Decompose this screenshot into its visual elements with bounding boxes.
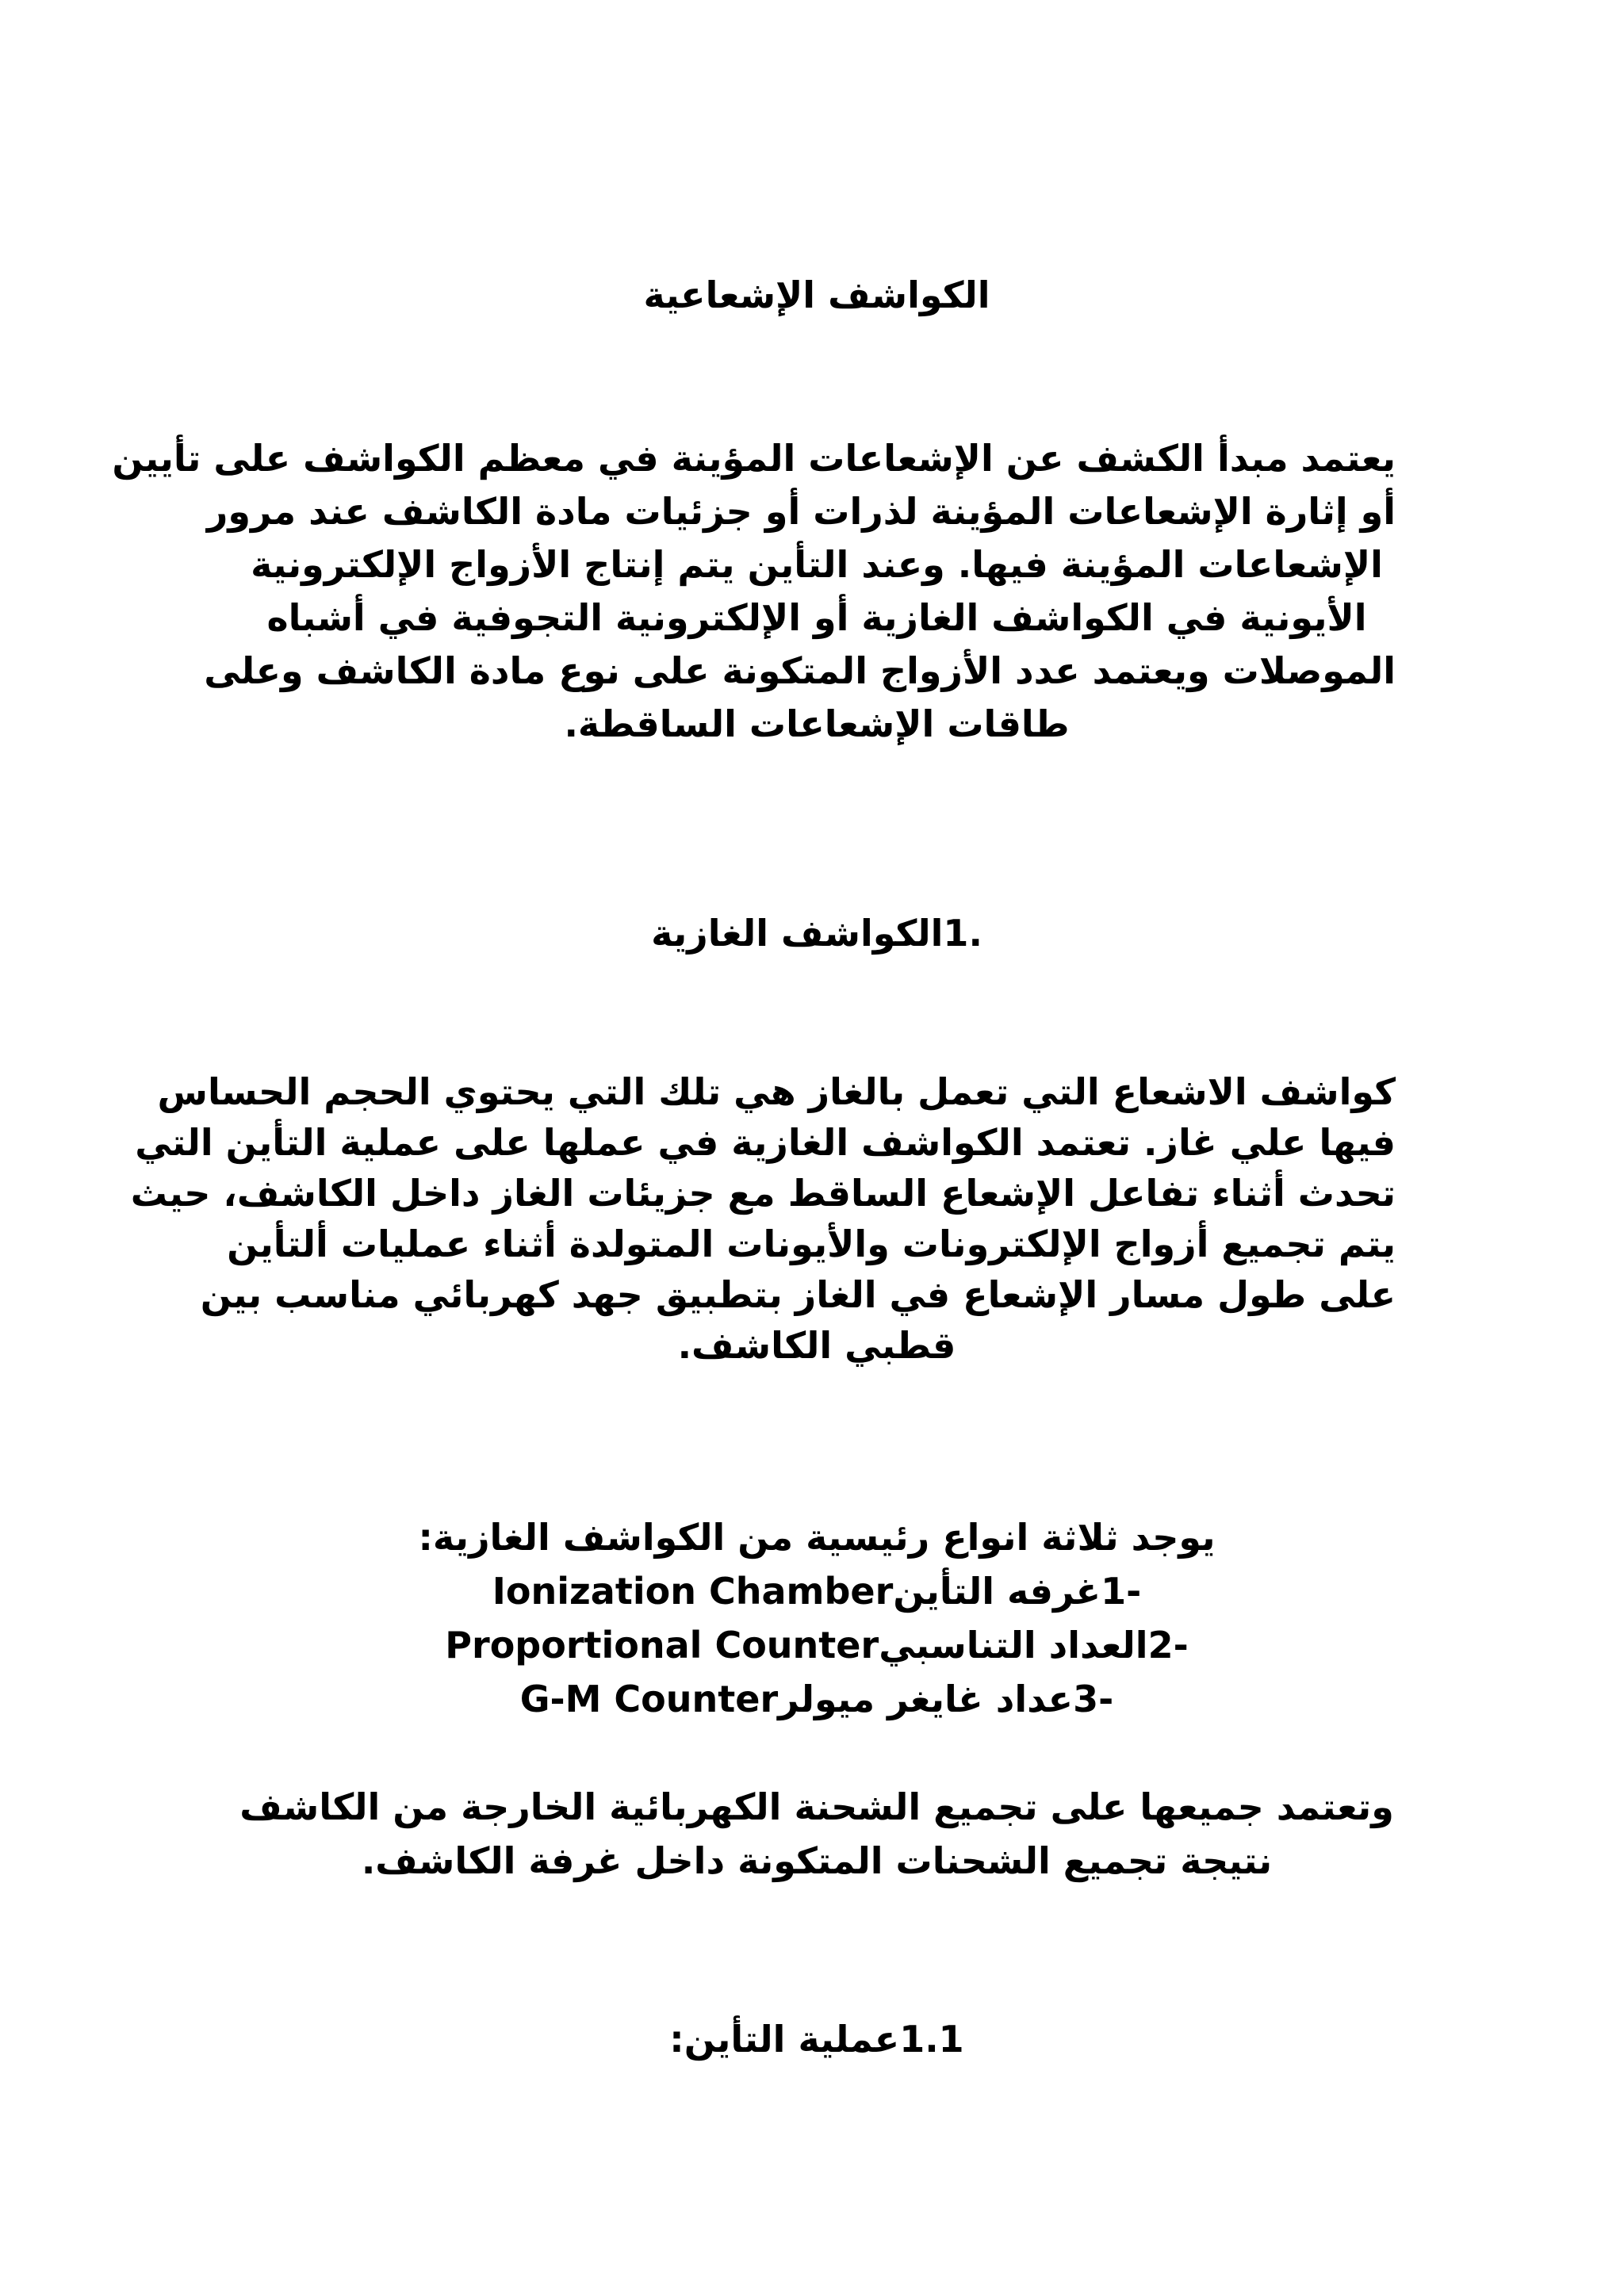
document-title	[238, 274, 1396, 317]
section-heading-gas-detectors	[238, 912, 1396, 955]
paragraph-line: أو إثارة الإشعاعات المؤينة لذرات أو جزئيات مادة الكاشف عند مرور	[206, 490, 1396, 533]
paragraph-line: نتيجة تجميع الشحنات المتكونة داخل غرفة الكاشف.	[361, 1839, 1273, 1882]
type-item-ionization-chamber: -1غرفه التأينIonization Chamber	[492, 1570, 1142, 1613]
type-item-gm-counter: -3عداد غايغر ميولرG-M Counter	[519, 1678, 1114, 1720]
conclusion-paragraph	[238, 1780, 1396, 1888]
paragraph-line: الموصلات ويعتمد عدد الأزواج المتكونة على نوع مادة الكاشف وعلى	[204, 649, 1396, 692]
paragraph-line: على طول مسار الإشعاع في الغاز بتطبيق جهد كهربائي مناسب بين	[200, 1273, 1396, 1316]
heading-text: .1الكواشف الغازية	[651, 912, 982, 955]
detector-types-list	[238, 1510, 1396, 1726]
heading-text: 1.1عملية التأين:	[669, 2018, 964, 2061]
paragraph-line: يتم تجميع أزواج الإلكترونات والأيونات المتولدة أثناء عمليات ألتأين	[227, 1223, 1396, 1265]
paragraph-line: الإشعاعات المؤينة فيها. وعند التأين يتم إنتاج الأزواج الإلكترونية	[251, 543, 1383, 586]
section-heading-ionization-process	[238, 2018, 1396, 2061]
type-item-proportional-counter: -2العداد التناسبيProportional Counter	[445, 1624, 1189, 1667]
gas-detectors-paragraph	[130, 1066, 1396, 1371]
paragraph-line: طاقات الإشعاعات الساقطة.	[564, 702, 1070, 745]
types-intro: يوجد ثلاثة انواع رئيسية من الكواشف الغازية:	[418, 1516, 1216, 1559]
title-text: الكواشف الإشعاعية	[643, 274, 990, 316]
paragraph-line: فيها علي غاز. تعتمد الكواشف الغازية في عملها على عملية التأين التي	[135, 1121, 1396, 1164]
paragraph-line: وتعتمد جميعها على تجميع الشحنة الكهربائية الخارجة من الكاشف	[239, 1785, 1394, 1828]
paragraph-line: يعتمد مبدأ الكشف عن الإشعاعات المؤينة في معظم الكواشف على تأيين	[112, 437, 1396, 480]
paragraph-line: قطبي الكاشف.	[677, 1324, 956, 1367]
paragraph-line: الأيونية في الكواشف الغازية أو الإلكترونية التجوفية في أشباه	[266, 596, 1367, 639]
intro-paragraph	[112, 432, 1396, 751]
paragraph-line: تحدث أثناء تفاعل الإشعاع الساقط مع جزيئات الغاز داخل الكاشف، حيث	[130, 1172, 1396, 1215]
paragraph-line: كواشف الاشعاع التي تعمل بالغاز هي تلك التي يحتوي الحجم الحساس	[157, 1070, 1396, 1113]
